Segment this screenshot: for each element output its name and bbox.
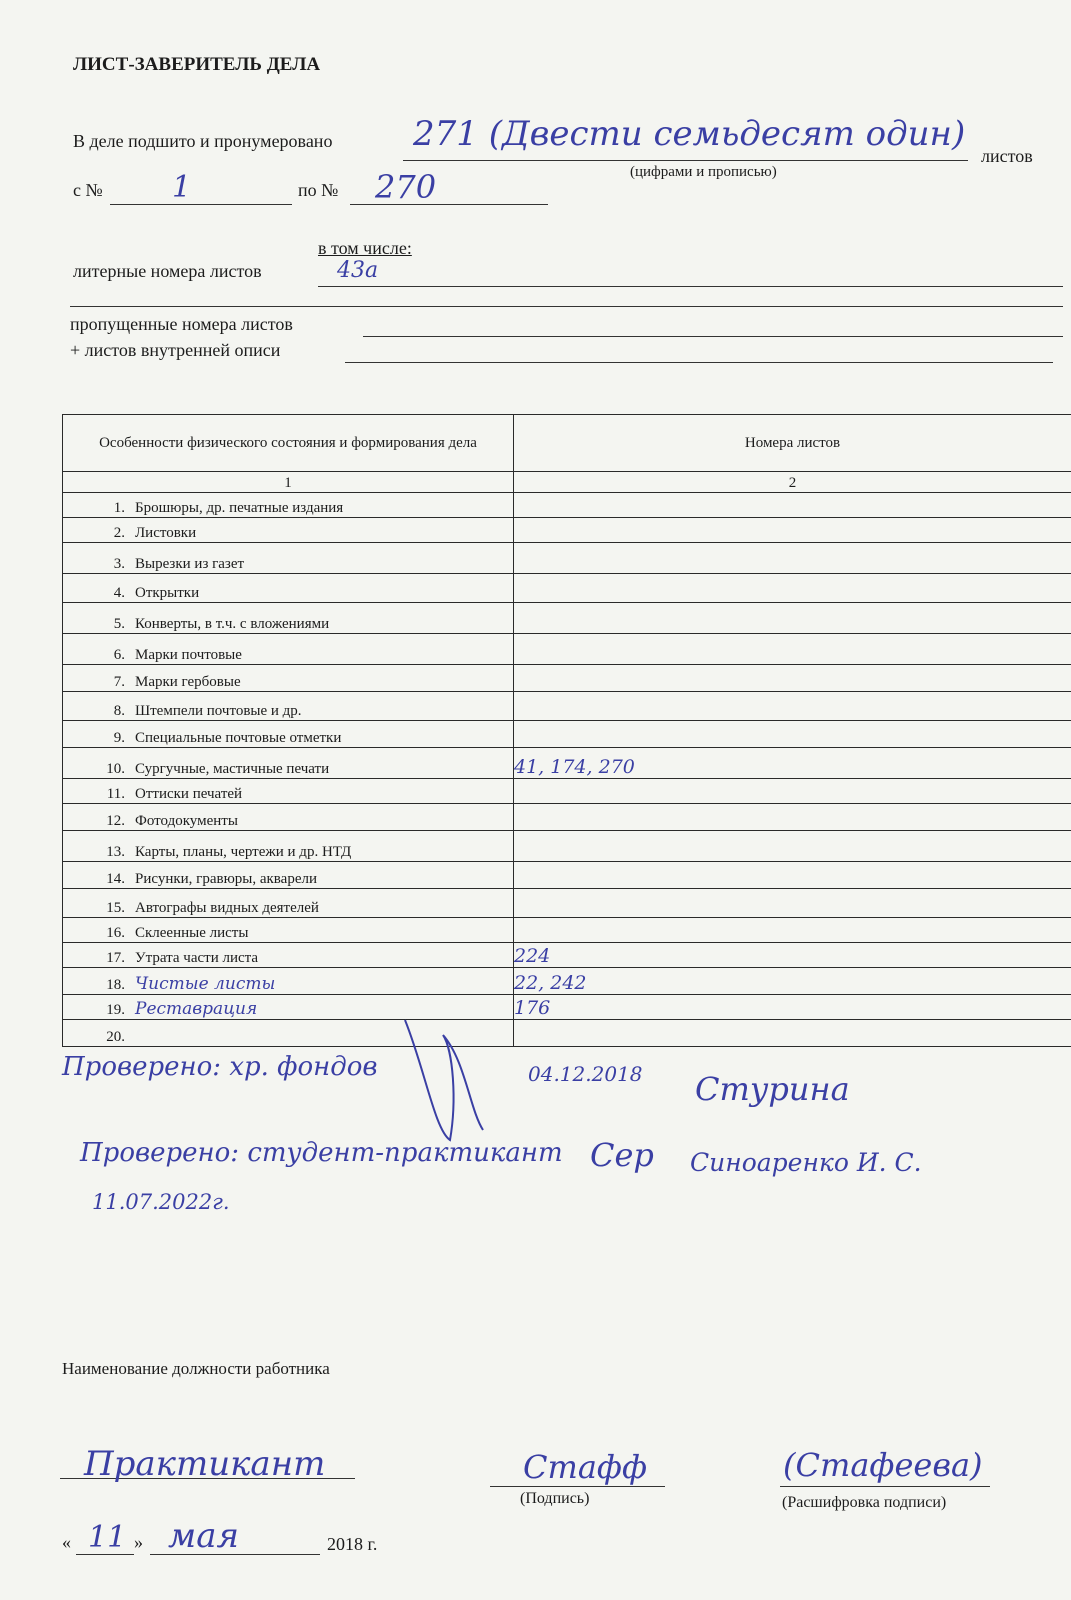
row-number: 17. (106, 950, 125, 966)
missing-sheets-label: пропущенные номера листов (70, 314, 293, 334)
checked-1-flourish (395, 1010, 495, 1150)
row-label-cell (63, 493, 514, 518)
row-value-cell (514, 634, 1071, 665)
row-label-cell (63, 603, 514, 634)
row-label: Марки почтовые (135, 647, 242, 663)
row-number: 12. (106, 813, 125, 829)
row-value-cell (514, 518, 1071, 543)
date-month: мая (168, 1516, 239, 1556)
row-number: 1. (113, 500, 125, 516)
from-label: с № (73, 180, 103, 200)
signature-underline (490, 1486, 665, 1487)
row-label: Утрата части листа (135, 950, 259, 966)
row-value-cell (514, 889, 1071, 918)
checked-1-text: Проверено: хр. фондов (62, 1052, 378, 1082)
col2-header: Номера листов (514, 415, 1071, 472)
row-value-cell (514, 831, 1071, 862)
decode-underline (780, 1486, 990, 1487)
row-label: Автографы видных деятелей (135, 900, 319, 916)
checked-1-date: 04.12.2018 (528, 1062, 643, 1086)
table-row (63, 831, 1071, 862)
row-label-cell (63, 968, 514, 995)
row-label-cell (63, 518, 514, 543)
table-row (63, 574, 1071, 603)
row-value-cell (514, 603, 1071, 634)
letter-sheets-value: 43а (337, 258, 379, 283)
col1-header: Особенности физического состояния и формирования дела (63, 415, 514, 472)
row-number: 13. (106, 844, 125, 860)
row-label-cell (63, 721, 514, 748)
row-value-cell (514, 804, 1071, 831)
row-value-cell (514, 995, 1071, 1020)
checked-2-name: Синоаренко И. С. (690, 1148, 922, 1177)
row-number: 3. (113, 556, 125, 572)
decode-value: (Стафеева) (783, 1446, 983, 1484)
row-label: Специальные почтовые отметки (135, 730, 342, 746)
row-label-cell (63, 634, 514, 665)
row-number: 10. (106, 761, 125, 777)
table-row (63, 889, 1071, 918)
row-label: Брошюры, др. печатные издания (135, 500, 344, 516)
row-value: 176 (514, 997, 551, 1019)
row-number: 2. (113, 525, 125, 541)
table-row (63, 543, 1071, 574)
table-row (63, 518, 1071, 543)
table-row (63, 862, 1071, 889)
sewn-underline (403, 160, 968, 161)
row-handwritten-label: Реставрация (135, 999, 258, 1019)
row-value-cell (514, 748, 1071, 779)
missing-sheets-underline (363, 336, 1063, 337)
row-label-cell (63, 943, 514, 968)
row-label: Оттиски печатей (135, 786, 243, 802)
including-label: в том числе: (318, 238, 412, 258)
document-title: ЛИСТ-ЗАВЕРИТЕЛЬ ДЕЛА (73, 54, 321, 75)
row-number: 18. (106, 977, 125, 993)
row-label-cell (63, 748, 514, 779)
row-label: Вырезки из газет (135, 556, 245, 572)
sewn-label: В деле подшито и пронумеровано (73, 131, 333, 151)
row-label-cell (63, 543, 514, 574)
row-label: Открытки (135, 585, 200, 601)
date-close-quote: » (134, 1532, 143, 1552)
table-row (63, 918, 1071, 943)
row-number: 19. (106, 1002, 125, 1018)
decode-hint: (Расшифровка подписи) (782, 1494, 947, 1511)
checked-1-signature: Стурина (695, 1070, 850, 1108)
row-value-cell (514, 721, 1071, 748)
table-row (63, 721, 1071, 748)
row-label-cell (63, 862, 514, 889)
row-number: 5. (113, 616, 125, 632)
row-label-cell (63, 779, 514, 804)
row-label: Сургучные, мастичные печати (135, 761, 330, 777)
from-value: 1 (172, 170, 192, 205)
row-handwritten-label: Чистые листы (135, 974, 276, 994)
sheets-total-handwritten: 271 (Двести семьдесят один) (413, 114, 966, 154)
date-day: 11 (88, 1520, 127, 1555)
row-number: 14. (106, 871, 125, 887)
row-number: 16. (106, 925, 125, 941)
col2-number: 2 (514, 472, 1071, 493)
table-row (63, 1020, 1071, 1047)
row-label: Фотодокументы (135, 813, 238, 829)
blank-underline (70, 306, 1063, 307)
sheets-hint: (цифрами и прописью) (630, 164, 777, 180)
row-number: 15. (106, 900, 125, 916)
row-label-cell (63, 831, 514, 862)
row-label: Карты, планы, чертежи и др. НТД (135, 844, 352, 860)
row-value-cell (514, 779, 1071, 804)
row-label: Склеенные листы (135, 925, 249, 941)
row-number: 6. (113, 647, 125, 663)
row-value-cell (514, 692, 1071, 721)
row-number: 20. (106, 1029, 125, 1045)
position-label: Наименование должности работника (62, 1359, 330, 1378)
table-row (63, 968, 1071, 995)
checked-2-text: Проверено: студент-практикант (80, 1138, 563, 1168)
row-label-cell (63, 918, 514, 943)
row-label-cell (63, 804, 514, 831)
letter-sheets-underline (318, 286, 1063, 287)
signature-hint: (Подпись) (520, 1490, 590, 1507)
row-value-cell (514, 493, 1071, 518)
row-value-cell (514, 862, 1071, 889)
row-value-cell (514, 574, 1071, 603)
table-row (63, 603, 1071, 634)
table-row (63, 665, 1071, 692)
row-label-cell (63, 574, 514, 603)
position-value: Практикант (84, 1444, 326, 1484)
table-row (63, 804, 1071, 831)
row-number: 4. (113, 585, 125, 601)
row-label: Штемпели почтовые и др. (135, 703, 302, 719)
row-label-cell (63, 665, 514, 692)
row-value-cell (514, 543, 1071, 574)
row-label: Марки гербовые (135, 674, 241, 690)
row-value: 41, 174, 270 (514, 756, 635, 778)
checked-2-sign: Сер (590, 1136, 654, 1174)
row-value-cell (514, 1020, 1071, 1047)
table-row (63, 779, 1071, 804)
table-row (63, 634, 1071, 665)
row-value-cell (514, 665, 1071, 692)
row-label-cell (63, 692, 514, 721)
sheets-suffix: листов (981, 146, 1033, 166)
table-row (63, 493, 1071, 518)
signature-value: Стафф (523, 1448, 647, 1486)
row-value-cell (514, 918, 1071, 943)
row-label: Рисунки, гравюры, акварели (135, 871, 318, 887)
inner-inventory-label: + листов внутренней описи (70, 340, 281, 360)
inner-inventory-underline (345, 362, 1053, 363)
row-value-cell (514, 943, 1071, 968)
from-underline (110, 204, 292, 205)
checked-2-date: 11.07.2022г. (92, 1190, 230, 1214)
row-number: 11. (106, 786, 125, 802)
to-value: 270 (375, 168, 437, 206)
table-row (63, 943, 1071, 968)
table-row (63, 995, 1071, 1020)
col1-number: 1 (63, 472, 514, 493)
row-label: Конверты, в т.ч. с вложениями (135, 616, 330, 632)
row-value: 22, 242 (514, 972, 587, 994)
row-value: 224 (514, 945, 551, 967)
row-number: 8. (113, 703, 125, 719)
to-label: по № (298, 180, 339, 200)
row-label: Листовки (135, 525, 197, 541)
features-table (62, 414, 1071, 1047)
row-value-cell (514, 968, 1071, 995)
letter-sheets-label: литерные номера листов (73, 261, 262, 281)
date-open-quote: « (62, 1532, 71, 1552)
table-row (63, 692, 1071, 721)
row-number: 9. (113, 730, 125, 746)
date-year: 2018 г. (327, 1534, 378, 1554)
row-label-cell (63, 889, 514, 918)
table-row (63, 748, 1071, 779)
row-number: 7. (113, 674, 125, 690)
